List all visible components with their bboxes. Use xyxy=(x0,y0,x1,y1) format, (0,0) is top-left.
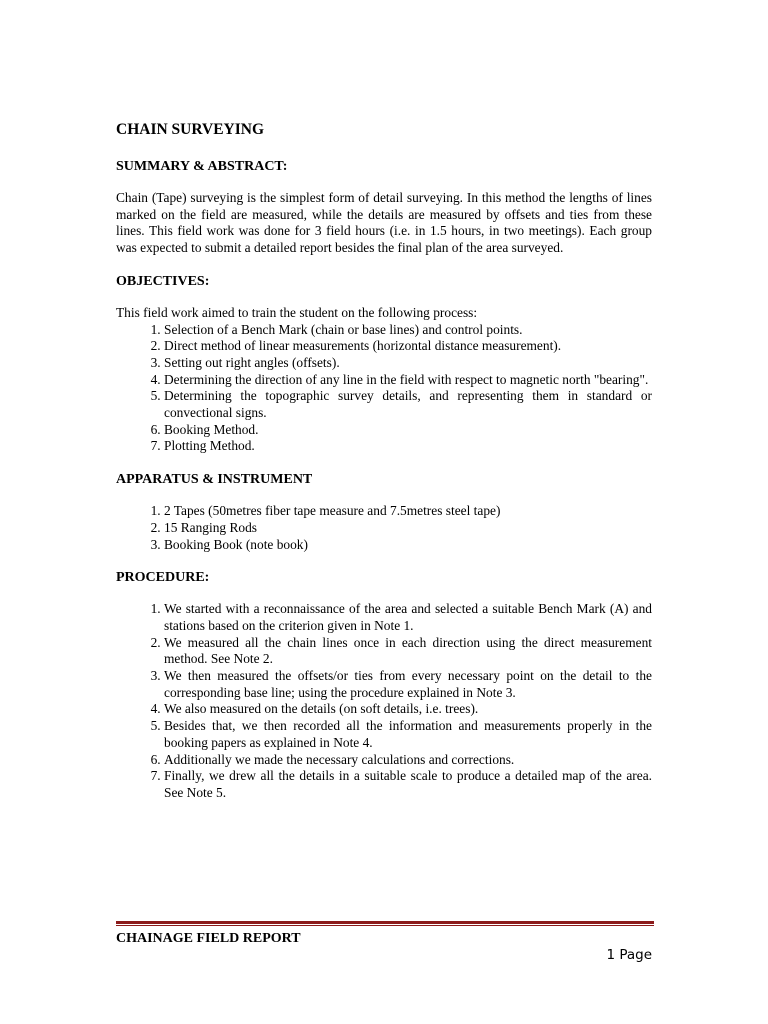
apparatus-heading: APPARATUS & INSTRUMENT xyxy=(116,472,313,488)
objectives-list-item: 6. Booking Method. xyxy=(164,422,652,439)
objectives-heading: OBJECTIVES: xyxy=(116,273,210,289)
footer-divider xyxy=(116,921,654,926)
procedure-list-item: 2. We measured all the chain lines once in each direction using the direct measurement method. See Note 2. xyxy=(164,635,652,668)
procedure-list-item: 4. We also measured on the details (on soft details, i.e. trees). xyxy=(164,701,652,718)
summary-paragraph: Chain (Tape) surveying is the simplest form of detail surveying. In this method the lengths of lines marked on the field are measured, while the details are measured by offsets and ties from these lines. This field work was done for 3 field hours (i.e. in 1.5 hours, in two meetings). Each group was expected to submit a detailed report besides the final plan of the area surveyed. xyxy=(116,190,652,256)
document-title: CHAIN SURVEYING xyxy=(116,121,265,138)
objectives-list-item: 5. Determining the topographic survey details, and representing them in standard or convectional signs. xyxy=(164,388,652,421)
summary-heading: SUMMARY & ABSTRACT: xyxy=(116,159,288,174)
apparatus-list xyxy=(116,503,652,553)
procedure-list-item: 7. Finally, we drew all the details in a suitable scale to produce a detailed map of the area. See Note 5. xyxy=(164,768,652,801)
objectives-intro: This field work aimed to train the student on the following process: xyxy=(116,304,478,320)
apparatus-list-item: 2. 15 Ranging Rods xyxy=(164,520,652,537)
procedure-list xyxy=(116,601,652,801)
page-number: 1 Page xyxy=(606,947,652,963)
apparatus-list-item: 3. Booking Book (note book) xyxy=(164,537,652,554)
objectives-list-item: 1. Selection of a Bench Mark (chain or base lines) and control points. xyxy=(164,322,652,339)
footer-divider-thin xyxy=(116,925,654,926)
footer-divider-thick xyxy=(116,921,654,924)
objectives-list-item: 3. Setting out right angles (offsets). xyxy=(164,355,652,372)
footer-title: CHAINAGE FIELD REPORT xyxy=(116,931,301,946)
procedure-list-item: 6. Additionally we made the necessary calculations and corrections. xyxy=(164,752,652,769)
objectives-list-item: 2. Direct method of linear measurements (horizontal distance measurement). xyxy=(164,338,652,355)
apparatus-list-item: 1. 2 Tapes (50metres fiber tape measure and 7.5metres steel tape) xyxy=(164,503,652,520)
objectives-list-item: 4. Determining the direction of any line in the field with respect to magnetic north "bearing". xyxy=(164,372,652,389)
procedure-list-item: 1. We started with a reconnaissance of the area and selected a suitable Bench Mark (A) and stations based on the criterion given in Note 1. xyxy=(164,601,652,634)
document-body xyxy=(116,120,652,802)
procedure-list-item: 5. Besides that, we then recorded all the information and measurements properly in the booking papers as explained in Note 4. xyxy=(164,718,652,751)
procedure-heading: PROCEDURE: xyxy=(116,570,210,586)
objectives-list xyxy=(116,322,652,456)
procedure-list-item: 3. We then measured the offsets/or ties from every necessary point on the detail to the corresponding base line; using the procedure explained in Note 3. xyxy=(164,668,652,701)
objectives-list-item: 7. Plotting Method. xyxy=(164,438,652,455)
